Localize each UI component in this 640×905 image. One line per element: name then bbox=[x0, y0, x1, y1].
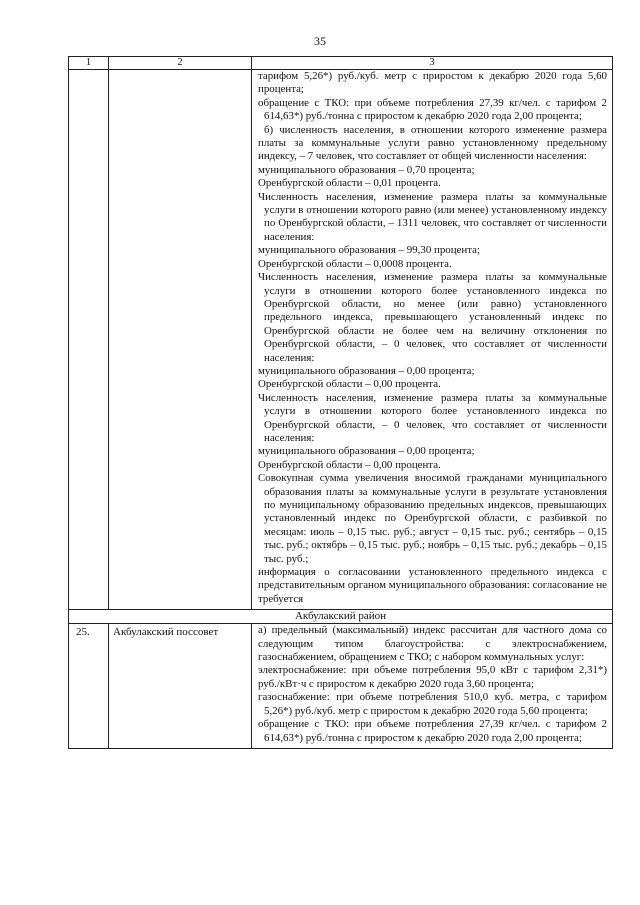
paragraph: обращение с ТКО: при объеме потребления 27,39 кг/чел. с тарифом 2 614,63*) руб./тонна с приростом к декабрю 2020 года 2,00 процента; bbox=[258, 718, 607, 744]
paragraph: Оренбургской области – 0,0008 процента. bbox=[258, 257, 452, 270]
paragraph: муниципального образования – 0,00 процента; bbox=[258, 445, 475, 458]
region-row bbox=[69, 610, 613, 624]
header-col-2: 2 bbox=[109, 57, 252, 70]
continuation-name-cell bbox=[109, 70, 252, 610]
paragraph: обращение с ТКО: при объеме потребления 27,39 кг/чел. с тарифом 2 614,63*) руб./тонна с приростом к декабрю 2020 года 2,00 процента; bbox=[258, 96, 607, 123]
paragraph: информация о согласовании установленного предельного индекса с представительным органом муниципального образования: согласование не требуется bbox=[258, 566, 607, 605]
paragraph: б) численность населения, в отношении которого изменение размера платы за коммунальные услуги равно установленному предельному индексу, – 7 человек, что составляет от общей численности населения: bbox=[258, 123, 607, 163]
paragraph: Оренбургской области – 0,01 процента. bbox=[258, 177, 441, 190]
paragraph: Совокупная сумма увеличения вносимой гражданами муниципального образования платы за коммунальные услуги в результате установления по муниципальному образованию предельных индексов, превышающих установленный индекс по Оренбургской области, с разбивкой по месяцам: июль – 0,15 тыс. руб.; август – 0,15 тыс. руб.; сентябрь – 0,15 тыс. руб.; октябрь – 0,15 тыс. руб.; ноябрь – 0,15 тыс. руб.; декабрь – 0,15 тыс. руб.; bbox=[258, 472, 607, 565]
table-header-row bbox=[69, 57, 613, 70]
entry-name: Акбулакский поссовет bbox=[109, 624, 252, 749]
region-title: Акбулакский район bbox=[69, 610, 613, 624]
entry-text-cell bbox=[252, 624, 613, 749]
continuation-number-cell bbox=[69, 70, 109, 610]
paragraph: муниципального образования – 0,00 процента; bbox=[258, 364, 475, 377]
paragraph: а) предельный (максимальный) индекс рассчитан для частного дома со следующим типом благоустройства: с электроснабжением, газоснабжением, обращением с ТКО; с набором коммунальных услуг: bbox=[258, 624, 607, 664]
paragraph: Численность населения, изменение размера платы за коммунальные услуги в отношении которого более установленного индекса по Оренбургской области, но менее (или равно) установленного предельного индекса, превышающего установленный индекс по Оренбургской области не более чем на величину отклонения по Оренбургской области, – 0 человек, что составляет от численности населения: bbox=[258, 271, 607, 364]
continuation-text-cell bbox=[252, 70, 613, 610]
paragraph: газоснабжение: при объеме потребления 510,0 куб. метра, с тарифом 5,26*) руб./куб. метр с приростом к декабрю 2020 года 5,60 процента; bbox=[258, 691, 607, 717]
paragraph: Численность населения, изменение размера платы за коммунальные услуги в отношении которого более установленного индекса по Оренбургской области, – 0 человек, что составляет от численности населения: bbox=[258, 391, 607, 444]
entry-number: 25. bbox=[69, 624, 109, 749]
paragraph: Оренбургской области – 0,00 процента. bbox=[258, 458, 441, 471]
page-number: 35 bbox=[314, 34, 326, 48]
paragraph: Численность населения, изменение размера платы за коммунальные услуги в отношении которого равно (или менее) установленному индексу по Оренбургской области, – 1311 человек, что составляет от численности населения: bbox=[258, 190, 607, 243]
paragraph: электроснабжение: при объеме потребления 95,0 кВт с тарифом 2,31*) руб./кВт·ч с приростом к декабрю 2020 года 3,60 процента; bbox=[258, 664, 607, 690]
paragraph: Оренбургской области – 0,00 процента. bbox=[258, 378, 441, 391]
paragraph: муниципального образования – 99,30 процента; bbox=[258, 244, 480, 257]
paragraph: муниципального образования – 0,70 процента; bbox=[258, 163, 475, 176]
paragraph: тарифом 5,26*) руб./куб. метр с приростом к декабрю 2020 года 5,60 процента; bbox=[258, 70, 607, 96]
continuation-row bbox=[69, 70, 613, 610]
header-col-3: 3 bbox=[252, 57, 613, 70]
entry-row bbox=[69, 624, 613, 749]
header-col-1: 1 bbox=[69, 57, 109, 70]
document-table bbox=[68, 56, 613, 749]
